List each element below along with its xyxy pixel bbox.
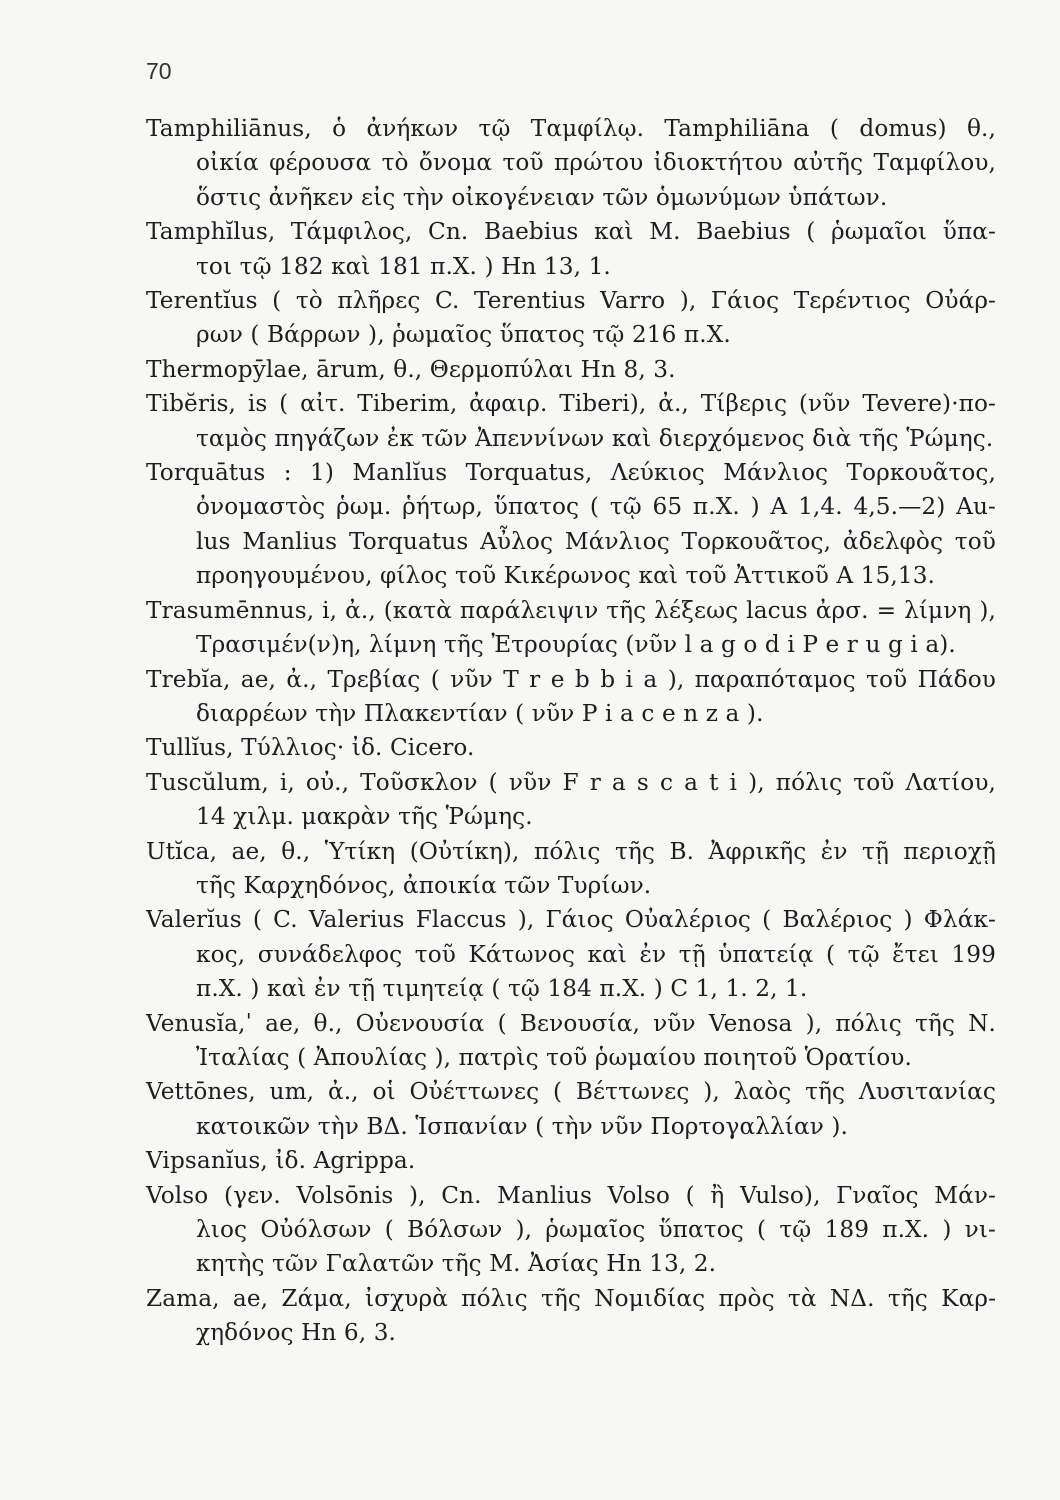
entry-continuation-line: χηδόνος Hn 6, 3. <box>196 1319 397 1347</box>
entry-headline: Venusĭa,ˈ ae, θ., Οὐενουσία ( Βενουσία, νῦν Venosa ), πόλις τῆς Ν. <box>146 1009 996 1037</box>
dictionary-entry <box>146 1144 996 1178</box>
entry-continuation-line: 14 χιλμ. μακρὰν τῆς Ῥώμης. <box>196 803 533 831</box>
dictionary-entry <box>146 353 996 387</box>
dictionary-entry <box>146 284 996 353</box>
entry-continuation-line: τοι τῷ 182 καὶ 181 π.Χ. ) Hn 13, 1. <box>196 252 611 280</box>
entry-headline: Tamphĭlus, Τάμφιλος, Cn. Baebius καὶ M. Baebius ( ῥωμαῖοι ὕπα- <box>146 218 996 246</box>
dictionary-entry <box>146 903 996 1006</box>
entry-continuation-line: προηγουμένου, φίλος τοῦ Κικέρωνος καὶ τοῦ Ἀττικοῦ A 15,13. <box>196 562 936 590</box>
entry-headline: Tamphiliānus, ὁ ἀνήκων τῷ Ταμφίλῳ. Tamphiliāna ( domus) θ., <box>146 115 996 142</box>
entry-continuation-line: οἰκία φέρουσα τὸ ὄνομα τοῦ πρώτου ἰδιοκτήτου αὐτῆς Ταμφίλου, <box>196 149 996 177</box>
entry-continuation-line: λιος Οὐόλσων ( Βόλσων ), ῥωμαῖος ὕπατος ( τῷ 189 π.Χ. ) νι- <box>196 1216 996 1243</box>
entry-headline: Torquātus : 1) Manlĭus Torquatus, Λεύκιος Μάνλιος Τορκουᾶτος, <box>146 459 996 487</box>
entry-continuation-line: διαρρέων τὴν Πλακεντίαν ( νῦν P i a c e n z a ). <box>196 699 764 727</box>
dictionary-entry <box>146 1282 996 1351</box>
entry-headline: Vipsanĭus, ἰδ. Agrippa. <box>146 1147 416 1175</box>
dictionary-entry <box>146 387 996 456</box>
entry-continuation-line: Τρασιμέν(ν)η, λίμνη τῆς Ἐτρουρίας (νῦν l a g o d i P e r u g i a). <box>196 631 956 659</box>
entry-continuation-line: τῆς Καρχηδόνος, ἀποικία τῶν Τυρίων. <box>196 871 652 899</box>
entry-headline: Volso (γεν. Volsōnis ), Cn. Manlius Volso ( ἢ Vulso), Γναῖος Μάν- <box>146 1181 996 1209</box>
entry-continuation-line: π.Χ. ) καὶ ἐν τῇ τιμητείᾳ ( τῷ 184 π.Χ. ) C 1, 1. 2, 1. <box>196 975 808 1003</box>
dictionary-entry <box>146 1179 996 1282</box>
entry-continuation-line: ταμὸς πηγάζων ἐκ τῶν Ἀπεννίνων καὶ διερχόμενος διὰ τῆς Ῥώμης. <box>196 424 994 452</box>
entry-headline: Zama, ae, Ζάμα, ἰσχυρὰ πόλις τῆς Νομιδίας πρὸς τὰ ΝΔ. τῆς Καρ- <box>146 1284 996 1312</box>
entry-continuation-line: κος, συνάδελφος τοῦ Κάτωνος καὶ ἐν τῇ ὑπατείᾳ ( τῷ ἔτει 199 <box>196 940 996 968</box>
entry-headline: Tullĭus, Τύλλιος· ἰδ. Cicero. <box>146 734 475 762</box>
dictionary-entry <box>146 731 996 765</box>
dictionary-entry <box>146 1007 996 1076</box>
entry-continuation-line: ρων ( Βάρρων ), ῥωμαῖος ὕπατος τῷ 216 π.Χ. <box>196 321 731 349</box>
entry-headline: Tuscŭlum, i, οὐ., Τοῦσκλον ( νῦν F r a s c a t i ), πόλις τοῦ Λατίου, <box>146 768 996 796</box>
entry-headline: Trasumēnnus, i, ἀ., (κατὰ παράλειψιν τῆς λέξεως lacus ἀρσ. = λίμνη ), <box>146 596 996 624</box>
dictionary-entry <box>146 456 996 594</box>
entry-headline: Utĭca, ae, θ., Ὑτίκη (Οὐτίκη), πόλις τῆς Β. Ἀφρικῆς ἐν τῇ περιοχῇ <box>146 837 996 865</box>
entry-headline: Tibĕris, is ( αἰτ. Tiberim, ἀφαιρ. Tiberi), ἀ., Τίβερις (νῦν Tevere)·πο- <box>146 390 996 418</box>
entry-headline: Terentĭus ( τὸ πλῆρες C. Terentius Varro ), Γάιος Τερέντιος Οὐάρ- <box>146 287 996 315</box>
dictionary-entries <box>146 112 996 1351</box>
entry-continuation-line: κητὴς τῶν Γαλατῶν τῆς Μ. Ἀσίας Hn 13, 2. <box>196 1250 717 1278</box>
entry-headline: Vettōnes, um, ἀ., οἱ Οὐέττωνες ( Βέττωνες ), λαὸς τῆς Λυσιτανίας <box>146 1078 996 1106</box>
dictionary-entry <box>146 215 996 284</box>
entry-continuation-line: ὅστις ἀνῆκεν εἰς τὴν οἰκογένειαν τῶν ὁμωνύμων ὑπάτων. <box>196 183 888 211</box>
entry-continuation-line: Ἰταλίας ( Ἀπουλίας ), πατρὶς τοῦ ῥωμαίου ποιητοῦ Ὁρατίου. <box>196 1043 912 1071</box>
entry-headline: Thermopȳlae, ārum, θ., Θερμοπύλαι Hn 8, 3. <box>146 355 676 383</box>
entry-continuation-line: ὀνομαστὸς ῥωμ. ῥήτωρ, ὕπατος ( τῷ 65 π.Χ. ) A 1,4. 4,5.—2) Au- <box>196 493 996 521</box>
dictionary-entry <box>146 594 996 663</box>
dictionary-entry <box>146 1075 996 1144</box>
dictionary-entry <box>146 112 996 215</box>
entry-headline: Valerĭus ( C. Valerius Flaccus ), Γάιος Οὐαλέριος ( Βαλέριος ) Φλάκ- <box>146 906 996 934</box>
dictionary-entry <box>146 766 996 835</box>
dictionary-entry <box>146 663 996 732</box>
dictionary-entry <box>146 835 996 904</box>
entry-headline: Trebĭa, ae, ἀ., Τρεβίας ( νῦν T r e b b i a ), παραπόταμος τοῦ Πάδου <box>146 665 996 693</box>
entry-continuation-line: lus Manlius Torquatus Αὖλος Μάνλιος Τορκουᾶτος, ἀδελφὸς τοῦ <box>196 527 996 555</box>
page-number: 70 <box>146 58 172 84</box>
entry-continuation-line: κατοικῶν τὴν ΒΔ. Ἱσπανίαν ( τὴν νῦν Πορτογαλλίαν ). <box>196 1112 849 1140</box>
